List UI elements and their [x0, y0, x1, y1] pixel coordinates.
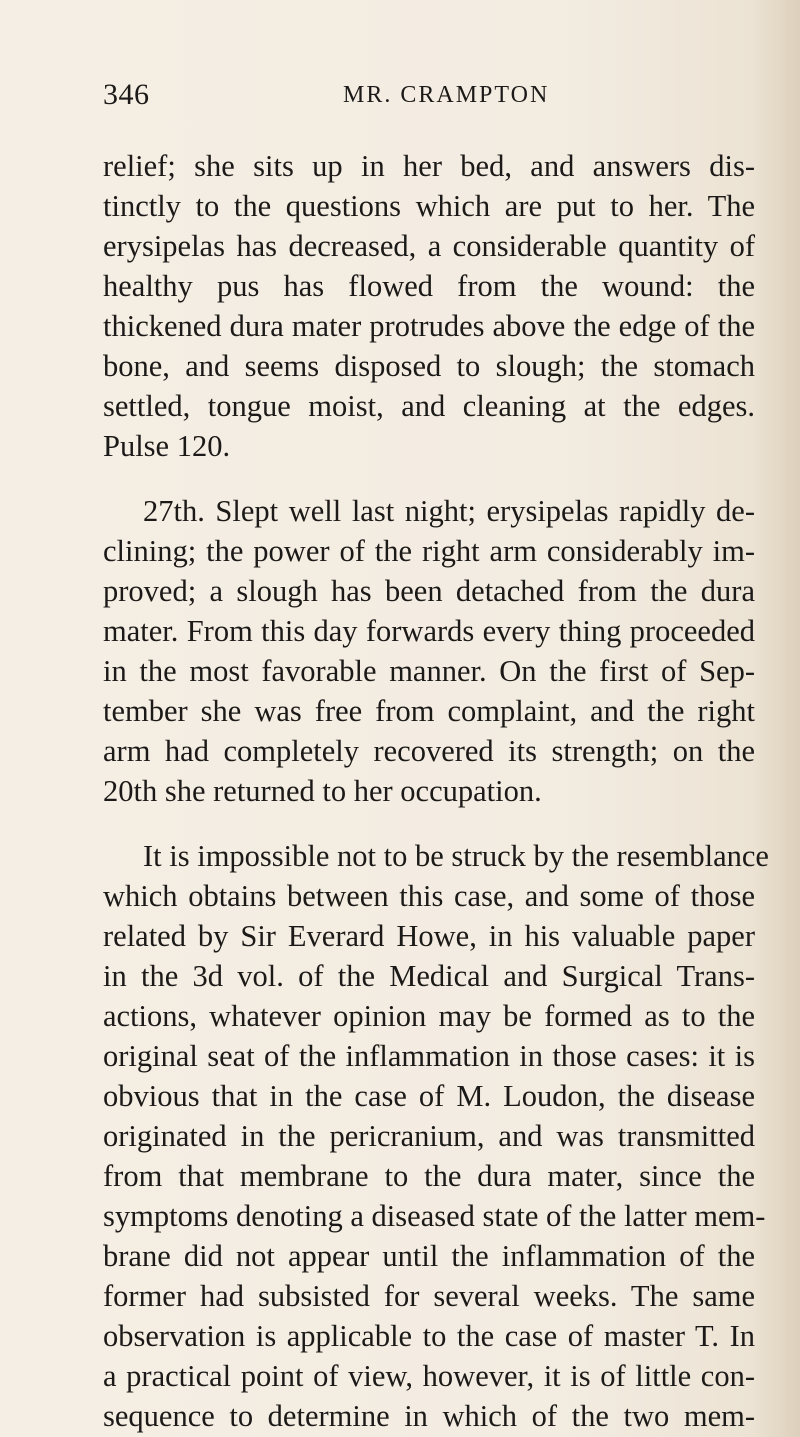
- page-header: [103, 78, 753, 118]
- text-line: relief; she sits up in her bed, and answers dis-: [103, 149, 755, 183]
- text-line: 27th. Slept well last night; erysipelas rapidly de-: [143, 494, 755, 528]
- text-line: mater. From this day forwards every thing proceeded: [103, 614, 755, 648]
- text-line: actions, whatever opinion may be formed as to the: [103, 999, 755, 1033]
- text-line: observation is applicable to the case of master T. In: [103, 1319, 755, 1353]
- text-line: obvious that in the case of M. Loudon, the disease: [103, 1079, 755, 1113]
- text-line: which obtains between this case, and some of those: [103, 879, 755, 913]
- text-line: former had subsisted for several weeks. The same: [103, 1279, 755, 1313]
- text-line: proved; a slough has been detached from the dura: [103, 574, 755, 608]
- text-line: brane did not appear until the inflammation of the: [103, 1239, 755, 1273]
- text-line: Pulse 120.: [103, 429, 231, 463]
- text-line: a practical point of view, however, it is of little con-: [103, 1359, 755, 1393]
- page-number: 346: [103, 78, 150, 111]
- text-line: original seat of the inflammation in those cases: it is: [103, 1039, 755, 1073]
- text-line: in the 3d vol. of the Medical and Surgical Trans-: [103, 959, 755, 993]
- running-head: MR. CRAMPTON: [343, 82, 550, 108]
- text-line: bone, and seems disposed to slough; the stomach: [103, 349, 755, 383]
- text-line: arm had completely recovered its strength; on the: [103, 734, 755, 768]
- text-line: in the most favorable manner. On the first of Sep-: [103, 654, 755, 688]
- text-line: symptoms denoting a diseased state of the latter mem-: [103, 1199, 766, 1233]
- text-line: related by Sir Everard Howe, in his valuable paper: [103, 919, 755, 953]
- text-line: tinctly to the questions which are put to her. The: [103, 189, 755, 223]
- text-line: from that membrane to the dura mater, since the: [103, 1159, 755, 1193]
- text-line: clining; the power of the right arm considerably im-: [103, 534, 755, 568]
- text-line: 20th she returned to her occupation.: [103, 774, 542, 808]
- text-line: settled, tongue moist, and cleaning at the edges.: [103, 389, 755, 423]
- text-line: It is impossible not to be struck by the resemblance: [143, 839, 769, 873]
- text-line: erysipelas has decreased, a considerable quantity of: [103, 229, 755, 263]
- text-line: sequence to determine in which of the two mem-: [103, 1399, 755, 1433]
- text-line: originated in the pericranium, and was transmitted: [103, 1119, 755, 1153]
- text-line: healthy pus has flowed from the wound: the: [103, 269, 755, 303]
- text-line: tember she was free from complaint, and the right: [103, 694, 755, 728]
- text-line: thickened dura mater protrudes above the edge of the: [103, 309, 755, 343]
